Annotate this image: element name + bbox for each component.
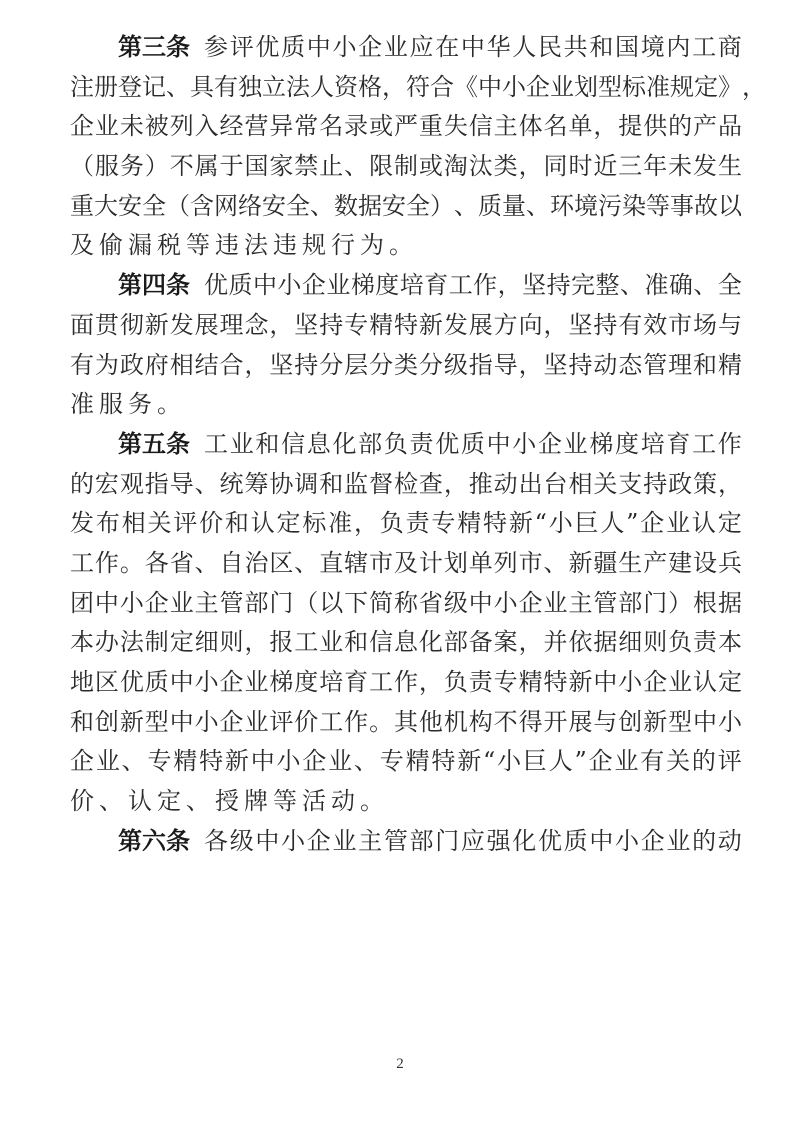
line-text: 注 册 登 记 、 具 有 独 立 法 人 资 格 ， 符 合 《 中 小 企 业 划 型 标 准 规 定 》 ，: [70, 72, 766, 101]
text-line: [70, 623, 742, 663]
line-text: 工 业 和 信 息 化 部 负 责 优 质 中 小 企 业 梯 度 培 育 工 作: [204, 429, 742, 458]
line-text: 价、认定、授牌等活动。: [70, 787, 389, 816]
article-3-paragraph: [70, 28, 766, 266]
line-text: 地 区 优 质 中 小 企 业 梯 度 培 育 工 作 ， 负 责 专 精 特 新 中 小 企 业 认 定: [70, 668, 742, 696]
text-line: [70, 266, 742, 306]
text-line: [70, 425, 742, 465]
text-line: [70, 346, 742, 386]
line-text: 重 大 安 全 （ 含 网 络 安 全 、 数 据 安 全 ） 、 质 量 、 环 境 污 染 等 事 故 以: [70, 191, 742, 220]
line-text: 面 贯 彻 新 发 展 理 念 ， 坚 持 专 精 特 新 发 展 方 向 ， 坚 持 有 效 市 场 与: [70, 310, 742, 339]
line-text: 的 宏 观 指 导 、 统 筹 协 调 和 监 督 检 查 ， 推 动 出 台 相 关 支 持 政 策 ，: [70, 469, 742, 498]
text-line: [70, 306, 742, 346]
line-text: 团 中 小 企 业 主 管 部 门 （ 以 下 简 称 省 级 中 小 企 业 主 管 部 门 ） 根 据: [70, 588, 742, 617]
line-text: 优 质 中 小 企 业 梯 度 培 育 工 作 ， 坚 持 完 整 、 准 确 、 全: [204, 271, 742, 300]
line-text: 参 评 优 质 中 小 企 业 应 在 中 华 人 民 共 和 国 境 内 工 商: [204, 33, 742, 61]
article-title: 第三条: [118, 33, 190, 61]
article-title: 第四条: [118, 271, 190, 300]
line-text: 各 级 中 小 企 业 主 管 部 门 应 强 化 优 质 中 小 企 业 的 动: [204, 826, 742, 855]
text-line: [70, 584, 742, 624]
text-line: [70, 782, 742, 822]
text-line: [70, 742, 742, 782]
line-text: 发 布 相 关 评 价 和 认 定 标 准 ， 负 责 专 精 特 新 “ 小 巨 人 ” 企 业 认 定: [70, 509, 742, 538]
line-text: 工 作 。 各 省 、 自 治 区 、 直 辖 市 及 计 划 单 列 市 、 新 疆 生 产 建 设 兵: [70, 548, 742, 577]
text-line: [70, 226, 742, 266]
line-text: （ 服 务 ） 不 属 于 国 家 禁 止 、 限 制 或 淘 汰 类 ， 同 时 近 三 年 未 发 生: [70, 152, 742, 181]
text-line: [70, 663, 742, 703]
line-text: 和 创 新 型 中 小 企 业 评 价 工 作 。 其 他 机 构 不 得 开 展 与 创 新 型 中 小: [70, 707, 742, 736]
text-line: [70, 465, 742, 505]
line-text: 及偷漏税等违法违规行为。: [70, 231, 418, 260]
page-number: 2: [396, 1056, 404, 1072]
text-line: [70, 147, 742, 187]
text-line: [70, 107, 742, 147]
document-page: [70, 28, 766, 861]
text-line: [70, 187, 742, 227]
article-5-paragraph: [70, 425, 742, 822]
text-line: [70, 703, 742, 743]
text-line: [70, 504, 742, 544]
text-line: [70, 28, 742, 68]
text-line: [70, 822, 742, 862]
article-6-paragraph: [70, 822, 742, 862]
line-text: 本 办 法 制 定 细 则 ， 报 工 业 和 信 息 化 部 备 案 ， 并 依 据 细 则 负 责 本: [70, 628, 742, 657]
line-text: 有 为 政 府 相 结 合 ， 坚 持 分 层 分 类 分 级 指 导 ， 坚 持 动 态 管 理 和 精: [70, 350, 742, 379]
article-title: 第五条: [118, 429, 190, 458]
line-text: 企 业 、 专 精 特 新 中 小 企 业 、 专 精 特 新 “ 小 巨 人 ” 企 业 有 关 的 评: [70, 747, 742, 776]
text-line: [70, 544, 742, 584]
line-text: 企 业 未 被 列 入 经 营 异 常 名 录 或 严 重 失 信 主 体 名 单 ， 提 供 的 产 品: [70, 112, 742, 141]
article-4-paragraph: [70, 266, 742, 425]
line-text: 准服务。: [70, 390, 186, 419]
text-line: [70, 68, 766, 108]
text-line: [70, 385, 742, 425]
article-title: 第六条: [118, 826, 190, 855]
